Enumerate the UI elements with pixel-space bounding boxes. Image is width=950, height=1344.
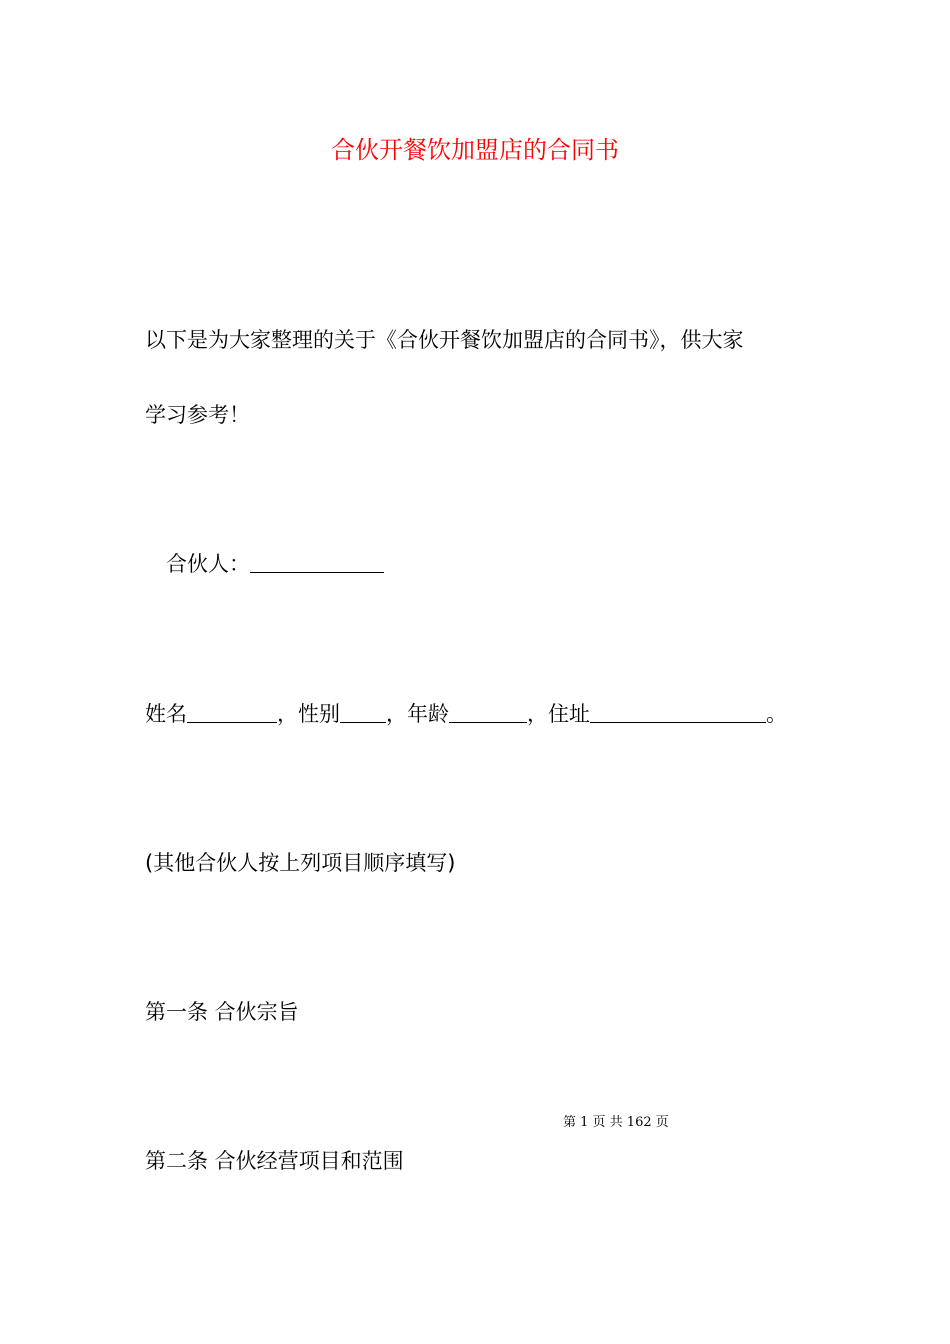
- document-title: 合伙开餐饮加盟店的合同书: [331, 136, 619, 164]
- age-blank: [449, 700, 527, 723]
- page-indicator: 第 1 页 共 162 页: [563, 1115, 669, 1130]
- address-label: ，住址: [527, 702, 590, 726]
- gender-blank: [340, 700, 386, 723]
- intro-line-2: 学习参考！: [145, 403, 250, 427]
- other-partners-note: (其他合伙人按上列项目顺序填写): [145, 851, 456, 875]
- name-blank: [187, 700, 277, 723]
- name-label: 姓名: [145, 702, 187, 726]
- line-period: 。: [766, 702, 787, 726]
- partner-label: 合伙人：: [166, 552, 250, 576]
- address-blank: [590, 700, 766, 723]
- gender-label: ，性别: [277, 702, 340, 726]
- article-1-heading: 第一条 合伙宗旨: [145, 1000, 299, 1024]
- partner-details-line: [145, 699, 787, 729]
- intro-line-1: 以下是为大家整理的关于《合伙开餐饮加盟店的合同书》，供大家: [145, 328, 744, 352]
- age-label: ，年龄: [386, 702, 449, 726]
- partner-blank: [250, 550, 384, 573]
- partner-line: [166, 549, 384, 579]
- article-2-heading: 第二条 合伙经营项目和范围: [145, 1149, 404, 1173]
